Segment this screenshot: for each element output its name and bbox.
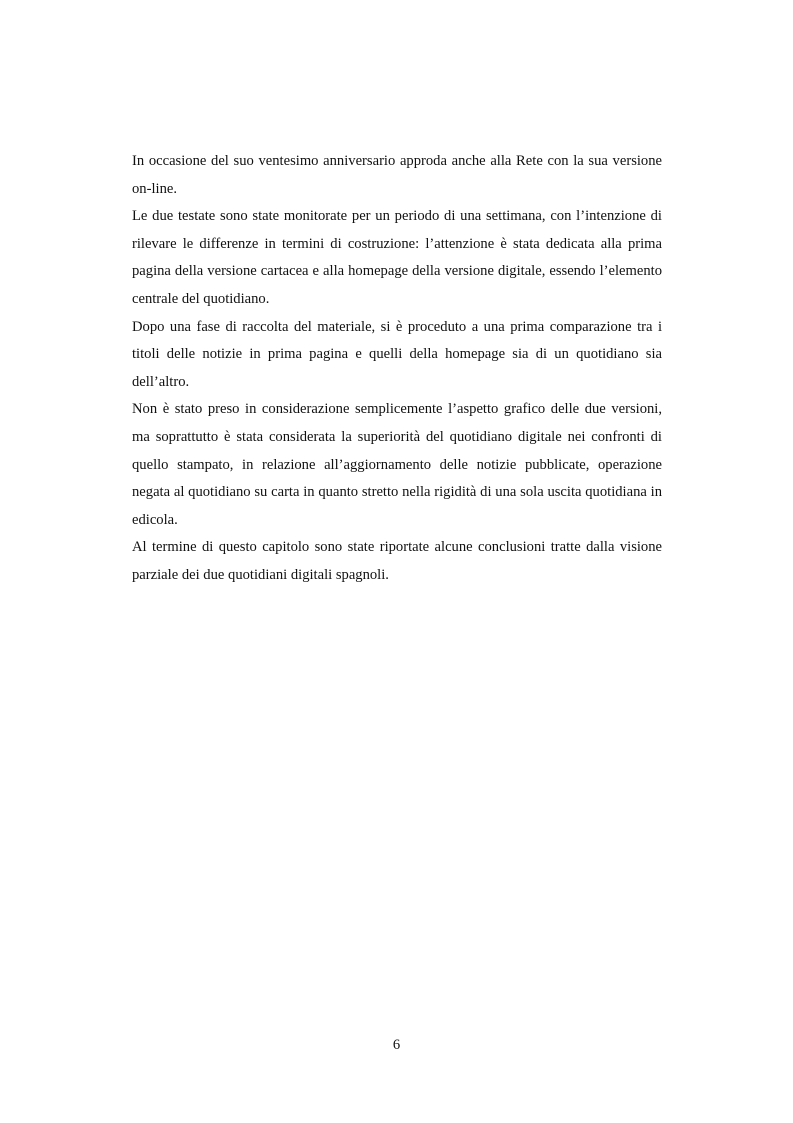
paragraph-4: Non è stato preso in considerazione semplicemente l’aspetto grafico delle due versioni, ma soprattutto è stata considerata la superiorità del quotidiano digitale nei confronti di quello stampato, in relazione all’aggiornamento delle notizie pubblicate, operazione negata al quotidiano su carta in quanto stretto nella rigidità di una sola uscita quotidiana in edicola. [132, 401, 662, 528]
paragraph-5: Al termine di questo capitolo sono state riportate alcune conclusioni tratte dalla visione parziale dei due quotidiani digitali spagnoli. [132, 539, 662, 583]
paragraph-3: Dopo una fase di raccolta del materiale, si è proceduto a una prima comparazione tra i titoli delle notizie in prima pagina e quelli della homepage sia di un quotidiano sia dell’altro. [132, 318, 662, 390]
paragraph-2: Le due testate sono state monitorate per un periodo di una settimana, con l’intenzione di rilevare le differenze in termini di costruzione: l’attenzione è stata dedicata alla prima pagina della versione cartacea e alla homepage della versione digitale, essendo l’elemento centrale del quotidiano. [132, 208, 662, 307]
paragraph-1: In occasione del suo ventesimo anniversario approda anche alla Rete con la sua versione on-line. [132, 153, 662, 197]
page-number: 6 [392, 1037, 401, 1053]
body-text [132, 148, 662, 590]
